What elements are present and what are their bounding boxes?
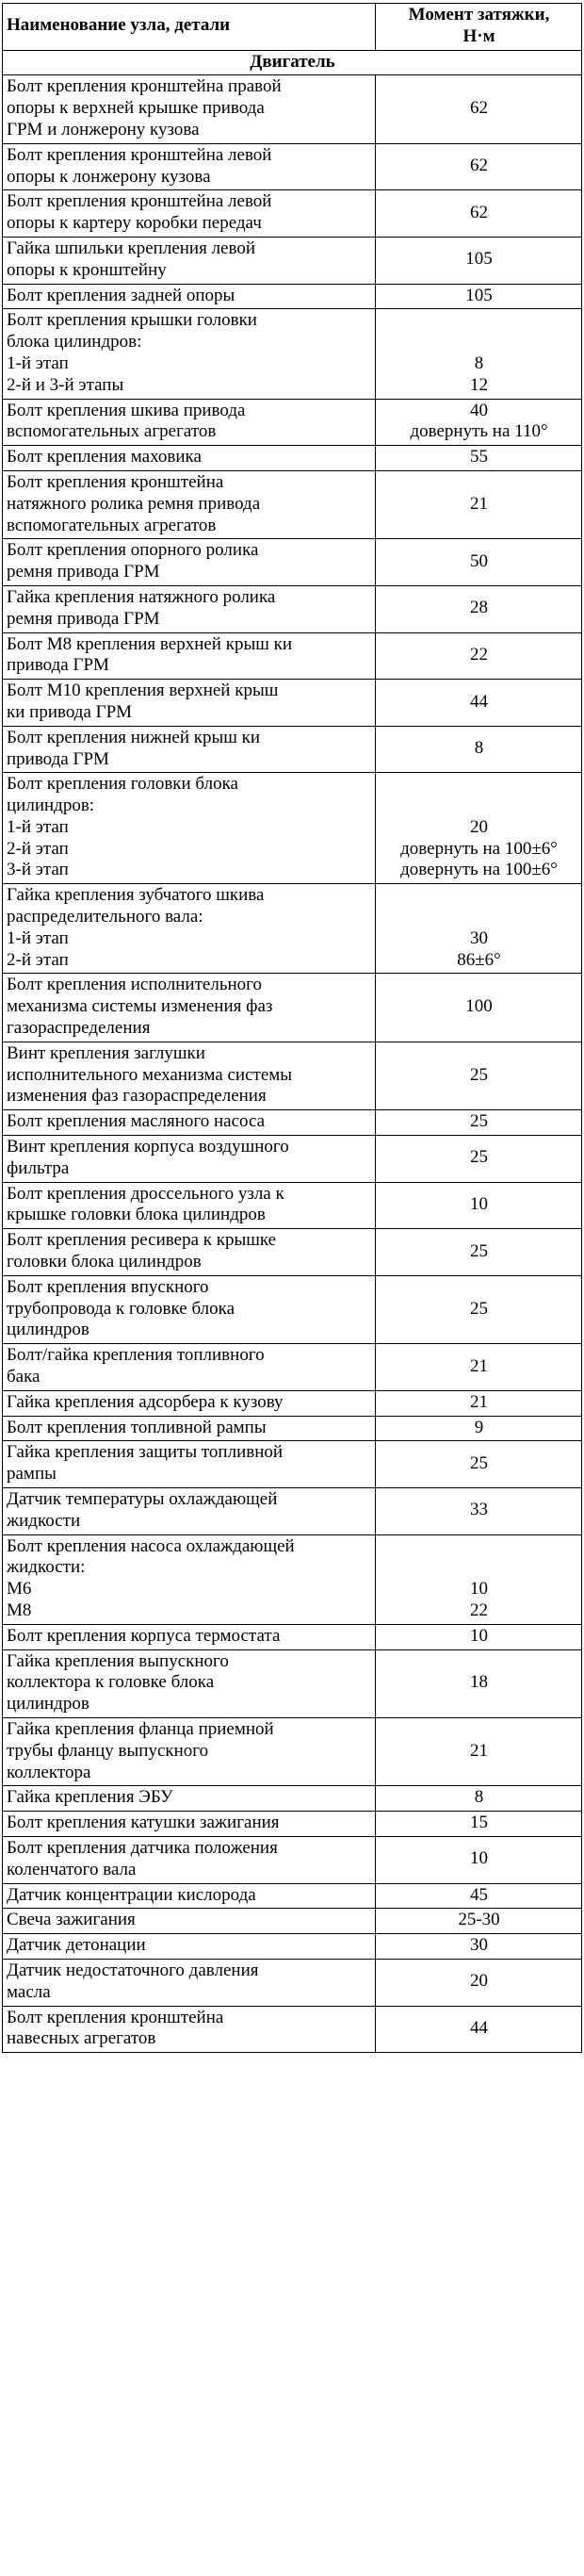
part-name-cell: Болт крепления крышки головки блока цилиндров: 1-й этап 2-й и 3-й этапы [3,309,376,399]
table-row [3,884,582,974]
torque-value-cell: 25 [376,1441,582,1488]
table-row [3,773,582,884]
torque-value-cell: 22 [376,632,582,680]
table-row [3,1909,582,1934]
torque-value-cell: 8 [376,1786,582,1812]
table-row [3,1883,582,1909]
table-row [3,539,582,586]
table-row [3,237,582,284]
part-name-cell: Гайка крепления адсорбера к кузову [3,1390,376,1416]
torque-value-cell: 20 [376,1959,582,2006]
table-row [3,1812,582,1837]
torque-value-cell: 30 86±6° [376,884,582,974]
part-name-cell: Гайка крепления зубчатого шкива распределительного вала: 1-й этап 2-й этап [3,884,376,974]
part-name-cell: Болт крепления кронштейна правой опоры к верхней крышке привода ГРМ и лонжерону кузова [3,75,376,143]
torque-table [2,3,582,2053]
part-name-cell: Гайка крепления натяжного ролика ремня привода ГРМ [3,585,376,632]
torque-value-cell: 25 [376,1110,582,1136]
table-row [3,1836,582,1883]
part-name-cell: Датчик температуры охлаждающей жидкости [3,1488,376,1535]
torque-value-cell: 105 [376,237,582,284]
header-part-name: Наименование узла, детали [3,4,376,51]
part-name-cell: Гайка крепления защиты топливной рампы [3,1441,376,1488]
table-row [3,1042,582,1109]
table-row [3,1390,582,1416]
torque-value-cell: 21 [376,1390,582,1416]
torque-value-cell: 62 [376,190,582,238]
table-row [3,1344,582,1391]
torque-value-cell: 45 [376,1883,582,1909]
part-name-cell: Винт крепления корпуса воздушного фильтра [3,1136,376,1183]
table-row [3,1275,582,1343]
torque-value-cell: 8 12 [376,309,582,399]
torque-value-cell: 10 22 [376,1534,582,1624]
torque-value-cell: 28 [376,585,582,632]
table-row [3,974,582,1042]
table-row [3,1441,582,1488]
torque-value-cell: 44 [376,2006,582,2053]
torque-value-cell: 18 [376,1649,582,1717]
torque-value-cell: 50 [376,539,582,586]
torque-value-cell: 105 [376,284,582,309]
table-row [3,1110,582,1136]
table-row [3,470,582,538]
table-row [3,399,582,446]
part-name-cell: Болт крепления топливной рампы [3,1416,376,1441]
part-name-cell: Болт крепления задней опоры [3,284,376,309]
table-row [3,1534,582,1624]
table-row [3,190,582,238]
torque-value-cell: 15 [376,1812,582,1837]
torque-value-cell: 33 [376,1488,582,1535]
table-row [3,1416,582,1441]
table-row [3,1136,582,1183]
part-name-cell: Болт крепления ресивера к крышке головки блока цилиндров [3,1229,376,1276]
part-name-cell: Болт крепления насоса охлаждающей жидкости: М6 М8 [3,1534,376,1624]
table-row [3,1649,582,1717]
table-row [3,1488,582,1535]
table-row [3,1229,582,1276]
torque-value-cell: 44 [376,680,582,727]
part-name-cell: Болт крепления масляного насоса [3,1110,376,1136]
torque-value-cell: 62 [376,75,582,143]
torque-value-cell: 10 [376,1624,582,1649]
part-name-cell: Болт крепления впускного трубопровода к головке блока цилиндров [3,1275,376,1343]
part-name-cell: Датчик детонации [3,1934,376,1960]
torque-value-cell: 62 [376,143,582,190]
part-name-cell: Болт крепления кронштейна левой опоры к картеру коробки передач [3,190,376,238]
torque-value-cell: 25 [376,1229,582,1276]
part-name-cell: Болт крепления опорного ролика ремня привода ГРМ [3,539,376,586]
part-name-cell: Болт крепления исполнительного механизма системы изменения фаз газораспределения [3,974,376,1042]
table-row [3,1624,582,1649]
part-name-cell: Болт крепления катушки зажигания [3,1812,376,1837]
part-name-cell: Гайка крепления выпускного коллектора к головке блока цилиндров [3,1649,376,1717]
part-name-cell: Болт крепления кронштейна натяжного ролика ремня привода вспомогательных агрегатов [3,470,376,538]
part-name-cell: Гайка шпильки крепления левой опоры к кронштейну [3,237,376,284]
part-name-cell: Болт крепления маховика [3,446,376,471]
part-name-cell: Болт крепления датчика положения коленчатого вала [3,1836,376,1883]
torque-value-cell: 21 [376,470,582,538]
torque-value-cell: 21 [376,1344,582,1391]
part-name-cell: Болт крепления шкива привода вспомогательных агрегатов [3,399,376,446]
section-row [3,50,582,75]
torque-value-cell: 25-30 [376,1909,582,1934]
torque-value-cell: 10 [376,1836,582,1883]
part-name-cell: Винт крепления заглушки исполнительного механизма системы изменения фаз газораспределения [3,1042,376,1109]
part-name-cell: Гайка крепления фланца приемной трубы фланцу выпускного коллектора [3,1717,376,1785]
torque-value-cell: 25 [376,1042,582,1109]
part-name-cell: Болт М10 крепления верхней крыш ки привода ГРМ [3,680,376,727]
header-torque: Момент затяжки, Н·м [376,4,582,51]
table-row [3,446,582,471]
table-row [3,1959,582,2006]
torque-value-cell: 30 [376,1934,582,1960]
torque-value-cell: 25 [376,1275,582,1343]
table-row [3,284,582,309]
part-name-cell: Свеча зажигания [3,1909,376,1934]
torque-value-cell: 8 [376,726,582,773]
part-name-cell: Болт/гайка крепления топливного бака [3,1344,376,1391]
torque-value-cell: 10 [376,1182,582,1229]
table-row [3,143,582,190]
table-row [3,632,582,680]
torque-value-cell: 25 [376,1136,582,1183]
torque-value-cell: 20 довернуть на 100±6° довернуть на 100±6° [376,773,582,884]
torque-value-cell: 100 [376,974,582,1042]
part-name-cell: Болт крепления головки блока цилиндров: 1-й этап 2-й этап 3-й этап [3,773,376,884]
table-row [3,726,582,773]
table-row [3,680,582,727]
part-name-cell: Датчик недостаточного давления масла [3,1959,376,2006]
part-name-cell: Болт крепления дроссельного узла к крышке головки блока цилиндров [3,1182,376,1229]
table-row [3,1786,582,1812]
part-name-cell: Болт крепления кронштейна левой опоры к лонжерону кузова [3,143,376,190]
part-name-cell: Болт крепления нижней крыш ки привода ГРМ [3,726,376,773]
section-title: Двигатель [3,50,582,75]
torque-value-cell: 55 [376,446,582,471]
header-row [3,4,582,51]
table-row [3,309,582,399]
torque-value-cell: 21 [376,1717,582,1785]
part-name-cell: Болт крепления корпуса термостата [3,1624,376,1649]
table-row [3,2006,582,2053]
part-name-cell: Гайка крепления ЭБУ [3,1786,376,1812]
torque-value-cell: 9 [376,1416,582,1441]
table-row [3,75,582,143]
table-row [3,1934,582,1960]
part-name-cell: Датчик концентрации кислорода [3,1883,376,1909]
table-row [3,1182,582,1229]
table-row [3,585,582,632]
part-name-cell: Болт М8 крепления верхней крыш ки привода ГРМ [3,632,376,680]
part-name-cell: Болт крепления кронштейна навесных агрегатов [3,2006,376,2053]
torque-value-cell: 40 довернуть на 110° [376,399,582,446]
table-row [3,1717,582,1785]
